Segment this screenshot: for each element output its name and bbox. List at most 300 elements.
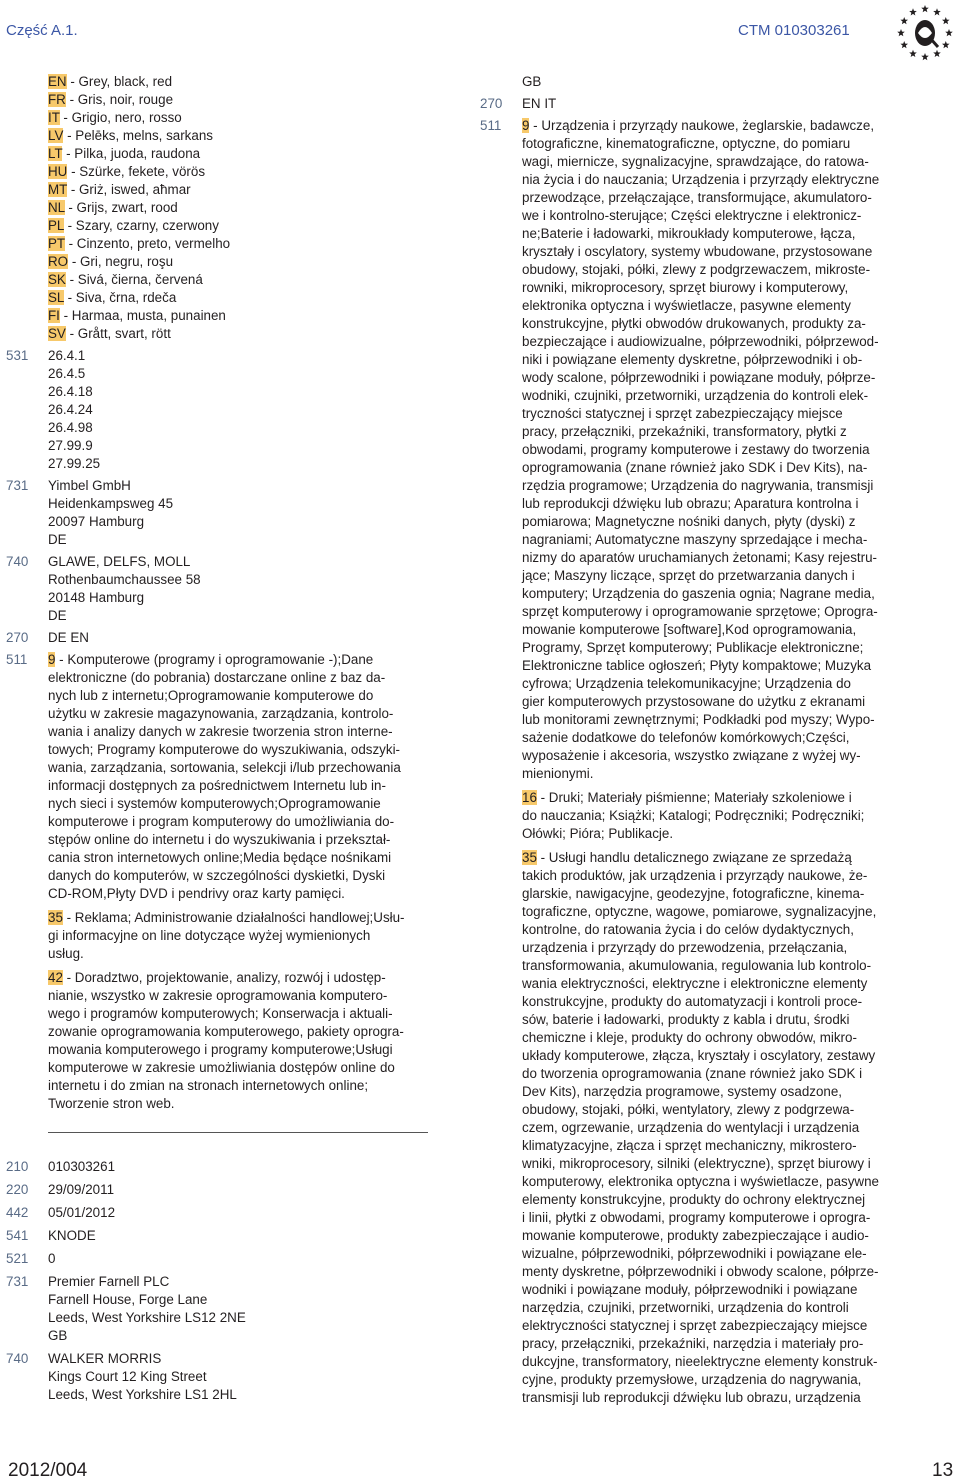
class-text: komputerowy, elektronika optyczna i wyświetlacze, pasywne: [522, 1174, 879, 1189]
class-text: dukcyjne, transformatory, nieelektryczne elementy konstruk-: [522, 1354, 878, 1369]
class-text: nych sieci i systemów komputerowych;Oprogramowanie: [48, 796, 381, 811]
class-text: mowanie komputerowe [software],Kod oprogramowania,: [522, 622, 857, 637]
class-text: - Doradztwo, projektowanie, analizy, rozwój i udostęp-: [62, 970, 386, 985]
class-text-line: [522, 1137, 906, 1155]
vienna-class: 27.99.9: [48, 438, 93, 453]
color-entry: [48, 73, 431, 91]
class-text-line: [522, 567, 906, 585]
right-column: [480, 73, 906, 1407]
class-text-line: [522, 1353, 906, 1371]
class-text-line: [48, 795, 431, 813]
class-text-line: [522, 459, 906, 477]
class-text: wodniki i powiązane moduły, półprzewodniki i powiązane: [522, 1282, 858, 1297]
color-entry: [48, 307, 431, 325]
class-text: niki i powiązane elementy dyskretne, półprzewodniki i ob-: [522, 352, 863, 367]
field-line: GB: [48, 1328, 68, 1343]
star-icon: [909, 50, 917, 57]
color-names: - Siva, črna, rdeča: [63, 290, 177, 305]
field-value: [48, 1158, 431, 1176]
class-text: wody scalone, półprzewodniki i powiązane moduły, półprze-: [522, 370, 876, 385]
owner-address: [48, 477, 431, 549]
class-text: narzędzia, czujniki, przetworniki, urządzenia do kontroli: [522, 1300, 849, 1315]
field-value: [48, 1350, 431, 1404]
address-line: DE: [48, 608, 67, 623]
class-text: bezpieczające i audiowizualne, półprzewodniki, półprzewod-: [522, 334, 879, 349]
language-code: IT: [48, 110, 60, 125]
biblio-field: [6, 1250, 431, 1268]
class-text: układy komputerowe, złącza, kryształy i oscylatory, zestawy: [522, 1048, 876, 1063]
color-entry: [48, 199, 431, 217]
nice-class-number: 35: [522, 850, 537, 865]
class-text-line: [522, 1281, 906, 1299]
class-text: tograficzne, optyczne, wagowe, pomiarowe, sygnalizacyjne,: [522, 904, 877, 919]
class-text-line: [522, 675, 906, 693]
class-text-line: [522, 387, 906, 405]
languages-value: DE EN: [48, 630, 89, 645]
address-line: Rothenbaumchaussee 58: [48, 572, 201, 587]
class-text: obudowy, stojaki, półki, zlewy z podgrzewaczem, mikroste-: [522, 262, 871, 277]
field-code: 740: [6, 1351, 29, 1366]
class-text-line: [522, 921, 906, 939]
class-text: nizmy do aparatów uruchamianych żetonami; Kasy rejestru-: [522, 550, 878, 565]
class-text-line: [522, 441, 906, 459]
nice-class-block: [522, 117, 906, 783]
field-line: WALKER MORRIS: [48, 1351, 162, 1366]
country-code: GB: [522, 74, 542, 89]
star-icon: [933, 8, 941, 15]
nice-class-number: 35: [48, 910, 63, 925]
class-text-line: [522, 789, 906, 807]
field-line: Kings Court 12 King Street: [48, 1369, 207, 1384]
language-code: SK: [48, 272, 66, 287]
class-text-line: [522, 1389, 906, 1407]
color-entry: [48, 217, 431, 235]
class-text: fotograficzne, kinematograficzne, optyczne, do pomiaru: [522, 136, 851, 151]
field-code: 220: [6, 1182, 29, 1197]
class-text-line: [522, 657, 906, 675]
class-text: we i kontrolno-sterujące; Części elektryczne i elektronicz-: [522, 208, 862, 223]
nice-class-block: [522, 789, 906, 843]
class-text: sów, baterie i ładowarki, produkty z kabla i drutu, środki: [522, 1012, 850, 1027]
color-entry: [48, 235, 431, 253]
field-line: Leeds, West Yorkshire LS12 2NE: [48, 1310, 246, 1325]
class-text: sprzęt komputerowy i oprogramowanie sprzętowe; Oprogra-: [522, 604, 878, 619]
part-heading: Część A.1.: [6, 22, 78, 39]
nice-class-number: 9: [522, 118, 530, 133]
class-text: tryczności statycznej i sprzęt zabezpieczający miejsce: [522, 406, 843, 421]
class-text: użytku w zakresie magazynowania, zarządzania, kontrolo-: [48, 706, 394, 721]
field-731-owner: [6, 477, 431, 549]
class-text-line: [48, 651, 431, 669]
class-text-line: [48, 927, 431, 945]
biblio-field: [6, 1204, 431, 1222]
class-text: Ołówki; Pióra; Publikacje.: [522, 826, 674, 841]
star-icon: [909, 8, 917, 15]
field-270-languages-right: [480, 95, 906, 113]
star-icon: [921, 53, 929, 60]
class-text: - Reklama; Administrowanie działalności handlowej;Usłu-: [62, 910, 405, 925]
class-text-line: [48, 705, 431, 723]
field-531: [6, 347, 431, 473]
language-code: HU: [48, 164, 68, 179]
bibliographic-data: [6, 1158, 431, 1409]
star-icon: [900, 41, 908, 48]
class-text: klimatyzacyjne, złącza i sprzęt mechaniczny, mikrostero-: [522, 1138, 857, 1153]
star-icon: [897, 29, 905, 36]
class-text: - Usługi handlu detalicznego związane ze sprzedażą: [536, 850, 852, 865]
class-text: transmisji lub reprodukcji dźwięku lub obrazu, urządzenia: [522, 1390, 861, 1405]
class-text: pracy, przełączniki, przekaźniki, transformatory, płytki z: [522, 424, 847, 439]
field-code: 740: [6, 554, 29, 569]
class-text: ne;Baterie i ładowarki, mikroukłady komputerowe, łącza,: [522, 226, 856, 241]
class-text-line: [48, 1095, 431, 1113]
color-names: - Pelēks, melns, sarkans: [63, 128, 213, 143]
goods-services-list: [522, 117, 906, 1407]
address-line: 20148 Hamburg: [48, 590, 145, 605]
class-text-line: [522, 1119, 906, 1137]
field-line: 05/01/2012: [48, 1205, 116, 1220]
language-code: RO: [48, 254, 69, 269]
class-text: wania elektryczności, elektryczne i elektroniczne elementy: [522, 976, 868, 991]
class-text: cyjne, produkty przemysłowe, urządzenia do nagrywania,: [522, 1372, 862, 1387]
vienna-class: 26.4.18: [48, 384, 93, 399]
color-entry: [48, 91, 431, 109]
class-text: - Urządzenia i przyrządy naukowe, żeglarskie, badawcze,: [529, 118, 875, 133]
class-text: lub monitorami zewnętrznymi; Podkładki pod myszy; Wypo-: [522, 712, 875, 727]
class-text: wizualne, półprzewodniki, półprzewodniki i powiązane ele-: [522, 1246, 867, 1261]
field-code: 210: [6, 1159, 29, 1174]
class-text: Elektroniczne tablice ogłoszeń; Płyty kompaktowe; Muzyka: [522, 658, 872, 673]
star-icon: [900, 17, 908, 24]
address-line: GLAWE, DELFS, MOLL: [48, 554, 191, 569]
address-line: Heidenkampsweg 45: [48, 496, 174, 511]
class-text: jące; Maszyny liczące, sprzęt do przetwarzania danych i: [522, 568, 855, 583]
vienna-class: 27.99.25: [48, 456, 101, 471]
class-text-line: [522, 957, 906, 975]
class-text-line: [522, 825, 906, 843]
nice-class-block: [48, 909, 431, 963]
class-text: pomiarowa; Magnetyczne nośniki danych, płyty (dyski) z: [522, 514, 856, 529]
class-text-line: [48, 945, 431, 963]
class-text-line: [522, 885, 906, 903]
class-text-line: [522, 261, 906, 279]
nice-class-block: [48, 651, 431, 903]
field-code: 731: [6, 1274, 29, 1289]
address-line: 20097 Hamburg: [48, 514, 145, 529]
class-text: usług.: [48, 946, 84, 961]
language-code: SL: [48, 290, 64, 305]
class-text-line: [48, 909, 431, 927]
class-text-line: [522, 975, 906, 993]
class-text: cania stron internetowych online;Media będące nośnikami: [48, 850, 392, 865]
class-text: wagi, miernicze, sygnalizacyjne, sprawdzające, do ratowa-: [522, 154, 869, 169]
class-text-line: [522, 1371, 906, 1389]
class-text: Programy, Sprzęt komputerowy; Publikacje elektroniczne;: [522, 640, 864, 655]
field-511-goods-services-right: [480, 117, 906, 1407]
class-text: towych; Programy komputerowe do wyszukiwania, odszyki-: [48, 742, 401, 757]
address-line: Yimbel GmbH: [48, 478, 131, 493]
class-text: stępów online do internetu i do wyszukiwania i przekształ-: [48, 832, 391, 847]
class-text-line: [522, 423, 906, 441]
class-text-line: [522, 297, 906, 315]
class-text: wniki, mikroprocesory, silniki (elektryczne), sprzęt biurowy i: [522, 1156, 871, 1171]
language-code: PL: [48, 218, 64, 233]
vienna-classes: [48, 347, 431, 473]
class-text-line: [522, 939, 906, 957]
class-text: do tworzenia oprogramowania (znane również jako SDK i: [522, 1066, 863, 1081]
nice-class-number: 9: [48, 652, 56, 667]
field-270-languages: [6, 629, 431, 647]
class-text: zowanie oprogramowania komputerowego, pakiety oprogra-: [48, 1024, 404, 1039]
class-text: rowniki, mikroprocesory, sprzęt biurowy i komputerowy,: [522, 280, 849, 295]
class-text-line: [522, 807, 906, 825]
class-text-line: [522, 513, 906, 531]
class-text: komputerowe i program komputerowy do umożliwiania do-: [48, 814, 395, 829]
field-code: 511: [480, 118, 502, 133]
class-text-line: [48, 813, 431, 831]
class-text-line: [522, 747, 906, 765]
class-text-line: [522, 153, 906, 171]
star-icon: [942, 41, 950, 48]
country-code-row: [480, 73, 906, 91]
class-text-line: [48, 831, 431, 849]
class-text-line: [522, 1263, 906, 1281]
class-text: kontrolne, do ratowania życia i do celów dydaktycznych,: [522, 922, 854, 937]
nice-class-number: 16: [522, 790, 537, 805]
color-names: - Gri, negru, roşu: [68, 254, 174, 269]
color-names: - Szürke, fekete, vörös: [67, 164, 206, 179]
class-text: sażenie dodatkowe do telefonów komórkowych;Części,: [522, 730, 850, 745]
class-text: - Druki; Materiały piśmienne; Materiały szkoleniowe i: [536, 790, 852, 805]
class-text-line: [48, 759, 431, 777]
class-text: wego i programów komputerowych; Konserwacja i aktuali-: [48, 1006, 393, 1021]
vienna-class: 26.4.1: [48, 348, 86, 363]
field-value: [48, 1204, 431, 1222]
color-entry: [48, 181, 431, 199]
class-text-line: [522, 1335, 906, 1353]
representative-address: [48, 553, 431, 625]
class-text: mowanie komputerowe, produkty zabezpieczające i audio-: [522, 1228, 869, 1243]
field-code: 731: [6, 478, 29, 493]
class-text: nianie, wszystko w zakresie oprogramowania komputero-: [48, 988, 388, 1003]
language-code: MT: [48, 182, 68, 197]
field-line: 010303261: [48, 1159, 116, 1174]
class-text-line: [522, 1173, 906, 1191]
class-text-line: [522, 1299, 906, 1317]
class-text: wodniki, czujniki, przetworniki, urządzenia do kontroli elek-: [522, 388, 869, 403]
color-entry: [48, 289, 431, 307]
class-text-line: [48, 1041, 431, 1059]
goods-services-list: [48, 651, 431, 1113]
class-text-line: [522, 693, 906, 711]
field-code: 531: [6, 348, 29, 363]
class-text: obwodami, programy komputerowe i zestawy do tworzenia: [522, 442, 870, 457]
class-text-line: [48, 723, 431, 741]
class-text-line: [522, 369, 906, 387]
field-740-representative: [6, 553, 431, 625]
class-text-line: [522, 765, 906, 783]
class-text: menty dyskretne, półprzewodniki i obwody scalone, półprze-: [522, 1264, 879, 1279]
class-text-line: [522, 1155, 906, 1173]
class-text: Dev Kits), narzędzia programowe, systemy osadzone,: [522, 1084, 843, 1099]
class-text: elementy konstrukcyjne, produkty do ochrony elektrycznej: [522, 1192, 866, 1207]
class-text: mowania komputerowego i programy komputerowe;Usługi: [48, 1042, 393, 1057]
class-text-line: [522, 1191, 906, 1209]
class-text-line: [48, 987, 431, 1005]
color-names: - Gris, noir, rouge: [65, 92, 174, 107]
class-text-line: [48, 741, 431, 759]
class-text: CD-ROM,Płyty DVD i pendrivy oraz karty pamięci.: [48, 886, 345, 901]
star-icon: [942, 17, 950, 24]
color-names: - Grijs, zwart, rood: [64, 200, 178, 215]
color-names: - Grått, svart, rött: [65, 326, 171, 341]
class-text-line: [48, 885, 431, 903]
color-names: - Grigio, nero, rosso: [59, 110, 182, 125]
class-text: rzędzia programowe; Urządzenia do nagrywania, transmisji: [522, 478, 874, 493]
field-511-goods-services: [6, 651, 431, 1113]
page-number: 13: [932, 1460, 954, 1481]
field-line: Leeds, West Yorkshire LS1 2HL: [48, 1387, 237, 1402]
class-text-line: [522, 1245, 906, 1263]
class-text: i linii, płytki z obwodami, programy komputerowe i oprogra-: [522, 1210, 871, 1225]
class-text-line: [522, 621, 906, 639]
class-text-line: [48, 669, 431, 687]
class-text-line: [522, 279, 906, 297]
class-text-line: [522, 531, 906, 549]
field-code: 270: [480, 96, 503, 111]
class-text-line: [522, 405, 906, 423]
field-line: KNODE: [48, 1228, 96, 1243]
class-text-line: [522, 477, 906, 495]
class-text: konstrukcyjne, produkty do automatyzacji i kontroli proce-: [522, 994, 863, 1009]
class-text: mienionymi.: [522, 766, 594, 781]
class-text-line: [48, 867, 431, 885]
class-text: wania, zarządzania, sortowania, selekcji i/lub przechowania: [48, 760, 401, 775]
class-text-line: [522, 1101, 906, 1119]
class-text: cyfrowa; Urządzenia telekomunikacyjne; Urządzenia do: [522, 676, 851, 691]
class-text-line: [522, 867, 906, 885]
class-text-line: [48, 849, 431, 867]
field-line: Premier Farnell PLC: [48, 1274, 170, 1289]
class-text: wania i analizy danych w zakresie tworzenia stron interne-: [48, 724, 393, 739]
color-names: - Szary, czarny, czerwony: [63, 218, 219, 233]
class-text: glarskie, nawigacyjne, geodezyjne, fotograficzne, kinema-: [522, 886, 865, 901]
nice-class-number: 42: [48, 970, 63, 985]
class-text-line: [48, 1077, 431, 1095]
class-text-line: [522, 549, 906, 567]
biblio-field: [6, 1273, 431, 1345]
color-names: - Cinzento, preto, vermelho: [64, 236, 231, 251]
class-text: transformowania, akumulowania, regulowania lub kontrolo-: [522, 958, 872, 973]
class-text-line: [522, 903, 906, 921]
class-text-line: [522, 225, 906, 243]
class-text: nagraniami; Automatyczne maszyny sprzedające i mecha-: [522, 532, 868, 547]
field-value: [48, 1227, 431, 1245]
class-text-line: [522, 315, 906, 333]
class-text: przewodzące, przełączające, transformujące, akumulatoro-: [522, 190, 872, 205]
field-code: 442: [6, 1205, 29, 1220]
color-names: - Pilka, juoda, raudona: [62, 146, 201, 161]
field-value: [48, 1181, 431, 1199]
field-code: 511: [6, 652, 28, 667]
star-icon: [921, 5, 929, 12]
class-text: internetu i do zmian na stronach internetowych online;: [48, 1078, 369, 1093]
field-value: [48, 1250, 431, 1268]
biblio-field: [6, 1158, 431, 1176]
class-text: nych lub z internetu;Oprogramowanie komputerowe do: [48, 688, 374, 703]
nice-class-block: [48, 969, 431, 1113]
vienna-class: 26.4.24: [48, 402, 93, 417]
class-text: konstrukcyjne, płytki obwodów drukowanych, produkty za-: [522, 316, 866, 331]
class-text-line: [522, 117, 906, 135]
color-names: - Sivá, čierna, červená: [65, 272, 203, 287]
class-text-line: [522, 1065, 906, 1083]
class-text: gi informacyjne on line dotyczące wyżej wymienionych: [48, 928, 371, 943]
class-text-line: [522, 729, 906, 747]
class-text: Tworzenie stron web.: [48, 1096, 175, 1111]
class-text-line: [522, 1209, 906, 1227]
class-text-line: [48, 969, 431, 987]
field-line: Farnell House, Forge Lane: [48, 1292, 208, 1307]
class-text-line: [522, 1083, 906, 1101]
address-line: DE: [48, 532, 67, 547]
class-text-line: [48, 1023, 431, 1041]
color-entry: [48, 271, 431, 289]
field-code: 270: [6, 630, 29, 645]
ohim-eu-stars-logo-icon: [894, 2, 956, 62]
languages-value: EN IT: [522, 96, 557, 111]
color-entry: [48, 127, 431, 145]
class-text: komputery; Urządzenia do gaszenia ognia; Nagrane media,: [522, 586, 875, 601]
color-entry: [48, 145, 431, 163]
language-code: FI: [48, 308, 60, 323]
class-text-line: [522, 711, 906, 729]
language-code: LT: [48, 146, 63, 161]
class-text: danych do komputerów, w szczególności dyskietki, Dyski: [48, 868, 386, 883]
class-text: komputerowe w zakresie umożliwiania dostępów online do: [48, 1060, 395, 1075]
color-entry: [48, 325, 431, 343]
class-text-line: [522, 207, 906, 225]
class-text: lub reprodukcji dźwięku lub obrazu; Aparatura kontrolna i: [522, 496, 859, 511]
language-code: PT: [48, 236, 65, 251]
language-code: FR: [48, 92, 66, 107]
language-code: NL: [48, 200, 65, 215]
class-text-line: [522, 495, 906, 513]
class-text: nia życia i do nauczania; Urządzenia i przyrządy elektryczne: [522, 172, 880, 187]
class-text-line: [522, 849, 906, 867]
star-icon: [945, 29, 953, 36]
field-line: 0: [48, 1251, 56, 1266]
class-text: - Komputerowe (programy i oprogramowanie -);Dane: [55, 652, 374, 667]
class-text-line: [522, 1317, 906, 1335]
color-names: - Grey, black, red: [66, 74, 173, 89]
class-text-line: [48, 777, 431, 795]
class-text: chemiczne i kleje, produkty do ochrony obwodów, mikro-: [522, 1030, 857, 1045]
class-text: elektroniczne (do pobrania) dostarczane online z baz da-: [48, 670, 386, 685]
class-text: gier komputerowych przystosowane do użytku z ekranami: [522, 694, 866, 709]
field-value: [48, 1273, 431, 1345]
class-text-line: [48, 687, 431, 705]
class-text-line: [522, 1047, 906, 1065]
field-line: 29/09/2011: [48, 1182, 115, 1197]
class-text: do nauczania; Książki; Katalogi; Podręczniki; Podręczniki;: [522, 808, 865, 823]
left-column: [6, 73, 431, 1113]
class-text: oprogramowania (znane również jako SDK i Dev Kits), na-: [522, 460, 868, 475]
color-entry: [48, 163, 431, 181]
issue-number: 2012/004: [8, 1460, 88, 1481]
class-text-line: [48, 1059, 431, 1077]
field-code: 521: [6, 1251, 29, 1266]
